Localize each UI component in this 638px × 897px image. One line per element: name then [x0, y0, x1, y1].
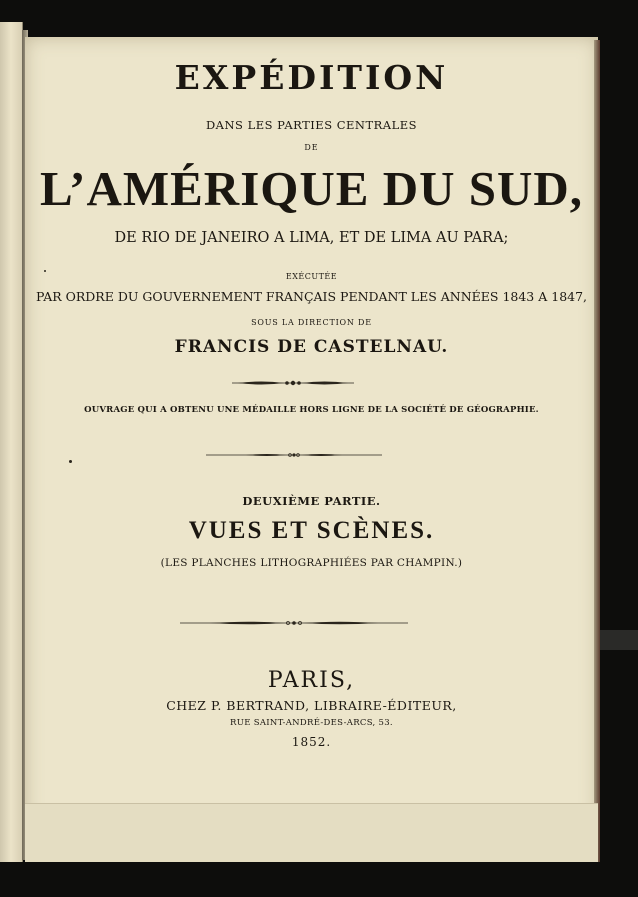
part-title: VUES ET SCÈNES.: [188, 517, 435, 544]
route-line: DE RIO DE JANEIRO A LIMA, ET DE LIMA AU PARA;: [114, 230, 509, 246]
scanner-frame: [600, 630, 638, 650]
paper-blemish: [69, 460, 72, 463]
publication-year: 1852.: [291, 735, 332, 749]
part-number: DEUXIÈME PARTIE.: [242, 494, 381, 508]
page-bottom-margin: [25, 803, 598, 862]
address-line: RUE SAINT-ANDRÉ-DES-ARCS, 53.: [230, 718, 393, 728]
ornament-rule-2: [206, 449, 382, 461]
facing-page-edge: [0, 22, 23, 862]
ornament-rule-1: [232, 377, 354, 389]
executed-line: EXÉCUTÉE: [285, 272, 338, 281]
order-line: PAR ORDRE DU GOUVERNEMENT FRANÇAIS PENDANT LES ANNÉES 1843 A 1847,: [35, 289, 588, 304]
award-line: OUVRAGE QUI A OBTENU UNE MÉDAILLE HORS LIGNE DE LA SOCIÉTÉ DE GÉOGRAPHIE.: [84, 405, 539, 415]
title: EXPÉDITION: [174, 58, 449, 97]
author-name: FRANCIS DE CASTELNAU.: [174, 337, 449, 357]
publisher-line: CHEZ P. BERTRAND, LIBRAIRE-ÉDITEUR,: [166, 698, 457, 713]
connector-word: DE: [304, 143, 319, 152]
main-title: L’AMÉRIQUE DU SUD,: [39, 161, 583, 216]
direction-line: SOUS LA DIRECTION DE: [251, 318, 372, 327]
ornament-rule-3: [180, 617, 408, 629]
paper-blemish: [44, 270, 46, 272]
plates-note: (LES PLANCHES LITHOGRAPHIÉES PAR CHAMPIN.): [160, 557, 463, 569]
city: PARIS,: [267, 668, 356, 693]
subtitle-line: DANS LES PARTIES CENTRALES: [205, 118, 418, 132]
